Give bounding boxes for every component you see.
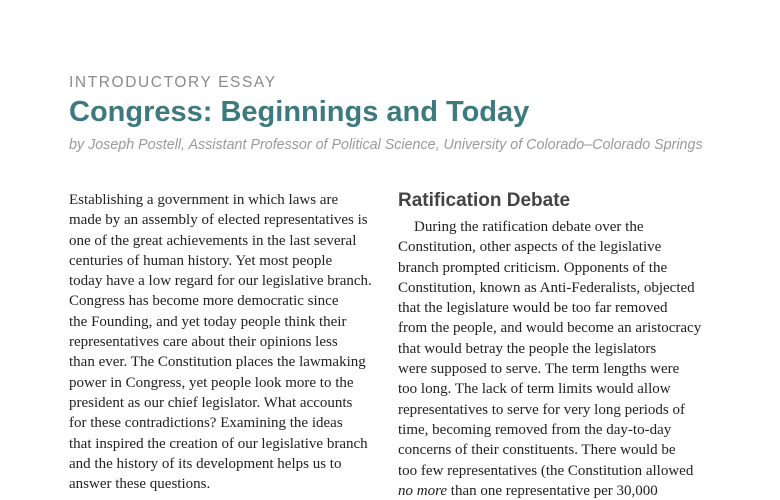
text-line: too long. The lack of term limits would allow — [398, 381, 671, 398]
text-line: During the ratification debate over the — [414, 219, 644, 235]
text-line: centuries of human history. Yet most people — [69, 252, 333, 269]
text-line: representatives to serve for very long periods of — [398, 401, 685, 418]
text-line: Constitution, other aspects of the legislative — [398, 239, 662, 256]
text-line: were supposed to serve. The term lengths were — [398, 361, 680, 378]
text-line: power in Congress, yet people look more to the — [69, 374, 354, 391]
text-line: today have a low regard for our legislative branch. — [69, 273, 372, 290]
text-line: too few representatives (the Constitution allowed — [398, 462, 694, 479]
text-line: the Founding, and yet today people think their — [69, 313, 347, 330]
text-line-rest: than one representative per 30,000 — [447, 482, 658, 499]
text-line: branch prompted criticism. Opponents of the — [398, 259, 668, 276]
text-line: than ever. The Constitution places the lawmaking — [69, 354, 366, 371]
text-line: that inspired the creation of our legislative branch — [69, 435, 368, 452]
author-byline: by Joseph Postell, Assistant Professor of Political Science, University of Colorado–Colorado Springs — [69, 137, 703, 153]
text-line: for these contradictions? Examining the ideas — [69, 415, 343, 432]
text-line: from the people, and would become an aristocracy — [398, 320, 702, 337]
text-line: answer these questions. — [69, 476, 211, 493]
text-line: representatives care about their opinions less — [69, 334, 338, 351]
text-line: Congress has become more democratic since — [69, 293, 339, 310]
text-line: Constitution, known as Anti-Federalists, objected — [398, 279, 695, 296]
text-line: one of the great achievements in the last several — [69, 232, 357, 249]
page-title: Congress: Beginnings and Today — [69, 96, 530, 128]
text-line: president as our chief legislator. What accounts — [69, 394, 353, 411]
text-line: that would betray the people the legislators — [398, 340, 657, 357]
text-line: Establishing a government in which laws are — [69, 192, 339, 208]
text-line: and the history of its development helps us to — [69, 455, 342, 472]
section-kicker: INTRODUCTORY ESSAY — [69, 74, 277, 91]
text-line: time, becoming removed from the day-to-day — [398, 421, 672, 438]
text-line: made by an assembly of elected representatives is — [69, 212, 368, 229]
text-line: concerns of their constituents. There would be — [398, 442, 676, 459]
text-line: that the legislature would be too far removed — [398, 300, 668, 317]
section-heading: Ratification Debate — [398, 190, 571, 211]
emphasis-text: no more — [398, 482, 448, 499]
text-line-last — [398, 481, 718, 500]
left-column-text — [69, 190, 384, 494]
right-column-text — [398, 217, 718, 500]
